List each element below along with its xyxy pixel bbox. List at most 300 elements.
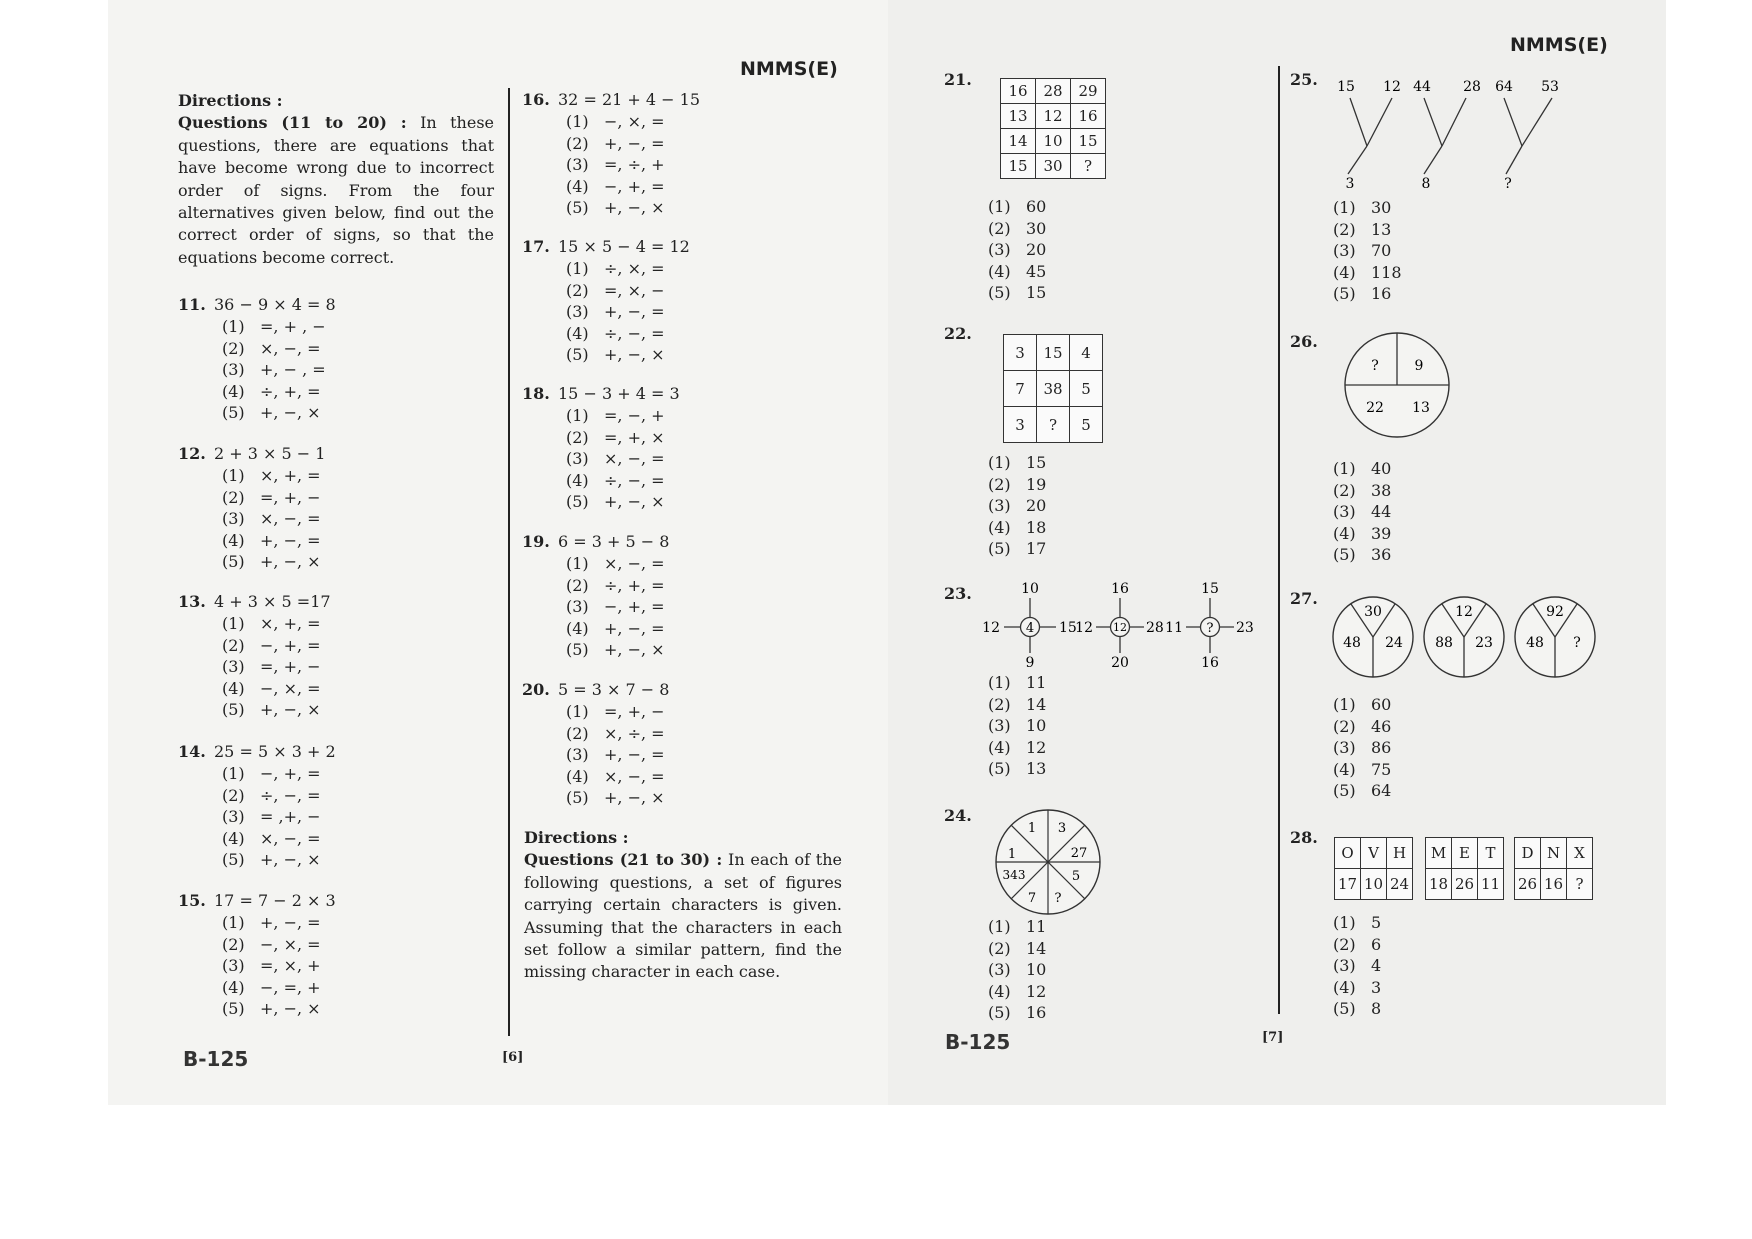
option-label: (4) [988, 517, 1011, 537]
option-text: 30 [1026, 218, 1047, 238]
answer-option[interactable] [222, 912, 336, 934]
page-number-right: [7] [1262, 1030, 1284, 1045]
answer-option[interactable] [222, 977, 336, 999]
answer-option[interactable] [222, 934, 336, 956]
directions-title: Directions : [178, 91, 283, 110]
directions-21-30 [524, 827, 842, 984]
answer-option[interactable] [566, 491, 680, 513]
option-text: ÷, ×, = [604, 259, 665, 278]
option-text: 11 [1026, 917, 1047, 936]
grid-cell: ? [1037, 407, 1070, 443]
answer-option[interactable] [222, 998, 336, 1020]
answer-option[interactable] [222, 381, 336, 403]
option-text: +, −, × [260, 850, 321, 870]
q23-f2-left: 12 [1075, 620, 1093, 636]
q23-f3-center: ? [1206, 621, 1214, 636]
option-text: −, +, = [260, 764, 321, 783]
option-label: (3) [222, 956, 245, 976]
option-label: (1) [566, 406, 589, 425]
q23-figure-3 [1165, 581, 1254, 671]
option-label: (1) [988, 673, 1011, 692]
q27-figure-1 [1333, 597, 1413, 677]
answer-option[interactable] [988, 261, 1046, 283]
option-label: (4) [566, 766, 589, 786]
option-text: +, −, × [260, 999, 321, 1019]
option-label: (3) [988, 960, 1011, 980]
option-text: =, +, − [604, 702, 665, 721]
option-text: 12 [1026, 737, 1047, 757]
question-number: 18. [522, 384, 550, 403]
answer-option[interactable] [566, 280, 690, 302]
question-17 [522, 236, 690, 366]
question-number: 24. [944, 806, 972, 825]
q25-f2-left: 44 [1413, 79, 1431, 95]
answer-option[interactable] [222, 763, 336, 785]
q28-letter-table-1 [1334, 837, 1413, 900]
answer-option[interactable] [222, 508, 325, 530]
answer-option[interactable] [566, 176, 700, 198]
option-label: (5) [222, 552, 245, 572]
grid-cell: 29 [1071, 79, 1106, 104]
option-text: +, −, × [604, 345, 665, 365]
question-stem [178, 443, 325, 465]
answer-option[interactable] [1333, 523, 1391, 545]
option-label: (1) [988, 453, 1011, 472]
option-label: (1) [222, 466, 245, 485]
answer-option[interactable] [222, 316, 336, 338]
question-number: 14. [178, 742, 206, 761]
option-text: =, ×, − [604, 280, 665, 300]
answer-option[interactable] [1333, 912, 1381, 934]
option-label: (4) [1333, 759, 1356, 779]
question-number: 19. [522, 532, 550, 551]
option-label: (5) [988, 539, 1011, 559]
grid-cell: 38 [1037, 371, 1070, 407]
letter-cell: E [1452, 838, 1478, 869]
option-text: −, ×, = [604, 112, 665, 131]
option-label: (2) [1333, 716, 1356, 736]
q26-options [1333, 458, 1391, 566]
question-number: 17. [522, 237, 550, 256]
option-text: 118 [1371, 262, 1402, 282]
page-header-left: NMMS(E) [740, 58, 838, 80]
q22-number-grid [1003, 334, 1103, 443]
page-header-right: NMMS(E) [1510, 34, 1608, 56]
number-cell: ? [1567, 869, 1593, 900]
question-number: 21. [944, 70, 972, 89]
option-label: (1) [566, 112, 589, 131]
q23-f3-right: 23 [1236, 620, 1254, 636]
q26-quadrant-circle [1342, 330, 1452, 440]
q25-figure-2 [1413, 79, 1481, 192]
grid-cell: 10 [1036, 129, 1071, 154]
option-text: ÷, −, = [604, 323, 665, 343]
answer-option[interactable] [566, 575, 669, 597]
answer-option[interactable] [566, 723, 669, 745]
q23-f2-top: 16 [1111, 581, 1129, 597]
option-text: = ,+, − [260, 807, 321, 827]
option-label: (4) [222, 381, 245, 401]
option-label: (2) [988, 694, 1011, 714]
answer-option[interactable] [566, 323, 690, 345]
option-text: 38 [1371, 480, 1392, 500]
option-label: (1) [222, 614, 245, 633]
option-text: 75 [1371, 759, 1392, 779]
answer-option[interactable] [988, 239, 1046, 261]
letter-cell: V [1361, 838, 1387, 869]
option-text: +, −, × [604, 198, 665, 218]
q23-f1-bottom: 9 [1025, 655, 1035, 671]
question-stem [522, 679, 669, 701]
answer-option[interactable] [222, 530, 325, 552]
answer-option[interactable] [566, 301, 690, 323]
answer-option[interactable] [1333, 998, 1381, 1020]
question-equation: 4 + 3 × 5 =17 [214, 592, 331, 611]
directions-lead-2: Questions (21 to 30) : [524, 850, 723, 870]
answer-option[interactable] [1333, 955, 1381, 977]
answer-option[interactable] [988, 938, 1046, 960]
answer-option[interactable] [222, 699, 331, 721]
answer-option[interactable] [566, 744, 669, 766]
option-label: (1) [222, 764, 245, 783]
footer-code-left: B-125 [183, 1047, 249, 1071]
question-number: 20. [522, 680, 550, 699]
answer-option[interactable] [566, 701, 669, 723]
number-cell: 24 [1387, 869, 1413, 900]
option-text: −, +, = [260, 635, 321, 655]
answer-option[interactable] [566, 596, 669, 618]
option-label: (1) [222, 317, 245, 336]
answer-option[interactable] [1333, 759, 1391, 781]
question-equation: 6 = 3 + 5 − 8 [558, 532, 670, 551]
answer-option[interactable] [1333, 501, 1391, 523]
answer-option[interactable] [988, 196, 1046, 218]
answer-option[interactable] [222, 402, 336, 424]
option-text: 14 [1026, 938, 1047, 958]
option-text: 45 [1026, 261, 1047, 281]
answer-option[interactable] [566, 133, 700, 155]
option-label: (3) [988, 240, 1011, 260]
option-label: (3) [566, 745, 589, 765]
answer-option[interactable] [1333, 716, 1391, 738]
grid-cell: 16 [1071, 104, 1106, 129]
question-equation: 2 + 3 × 5 − 1 [214, 444, 326, 463]
option-text: +, −, × [604, 788, 665, 808]
option-text: ÷, −, = [604, 470, 665, 490]
option-label: (5) [1333, 284, 1356, 304]
option-label: (2) [1333, 219, 1356, 239]
answer-option[interactable] [222, 359, 336, 381]
option-text: +, −, × [260, 403, 321, 423]
option-label: (1) [566, 702, 589, 721]
grid-cell: 3 [1004, 335, 1037, 371]
question-equation: 17 = 7 − 2 × 3 [214, 891, 336, 910]
answer-option[interactable] [988, 495, 1046, 517]
question-number: 12. [178, 444, 206, 463]
q26-top-left: ? [1371, 358, 1379, 374]
option-label: (2) [1333, 934, 1356, 954]
answer-option[interactable] [988, 672, 1046, 694]
answer-option[interactable] [988, 474, 1046, 496]
option-label: (1) [988, 917, 1011, 936]
option-label: (5) [222, 403, 245, 423]
question-19 [522, 531, 669, 661]
right-column-divider [1278, 66, 1280, 1014]
option-label: (4) [1333, 262, 1356, 282]
question-equation: 32 = 21 + 4 − 15 [558, 90, 700, 109]
answer-option[interactable] [988, 758, 1046, 780]
answer-option[interactable] [1333, 737, 1391, 759]
answer-option[interactable] [566, 448, 680, 470]
q21-options [988, 196, 1046, 304]
option-label: (5) [1333, 999, 1356, 1019]
q23-f3-top: 15 [1201, 581, 1219, 597]
answer-option[interactable] [1333, 197, 1402, 219]
answer-option[interactable] [988, 452, 1046, 474]
question-number: 26. [1290, 332, 1318, 351]
answer-option[interactable] [222, 806, 336, 828]
answer-option[interactable] [222, 828, 336, 850]
grid-cell: 15 [1037, 335, 1070, 371]
option-label: (1) [1333, 913, 1356, 932]
question-equation: 5 = 3 × 7 − 8 [558, 680, 670, 699]
q27-f1-top: 30 [1364, 604, 1382, 620]
question-18 [522, 383, 680, 513]
answer-option[interactable] [1333, 240, 1402, 262]
q23-f2-center: 12 [1113, 621, 1127, 634]
option-label: (2) [1333, 480, 1356, 500]
answer-option[interactable] [988, 715, 1046, 737]
q25-y-figures [1326, 72, 1576, 192]
left-column-divider [508, 88, 510, 1036]
q27-f2-top: 12 [1455, 604, 1473, 620]
question-11 [178, 294, 336, 424]
option-label: (3) [566, 597, 589, 617]
option-text: 44 [1371, 502, 1392, 522]
option-text: =, +, − [260, 657, 321, 677]
answer-option[interactable] [1333, 694, 1391, 716]
answer-option[interactable] [222, 785, 336, 807]
q25-f2-right: 28 [1463, 79, 1481, 95]
option-label: (2) [566, 575, 589, 595]
option-text: ×, −, = [260, 509, 321, 529]
answer-option[interactable] [1333, 262, 1402, 284]
answer-option[interactable] [222, 338, 336, 360]
question-number: 27. [1290, 589, 1318, 608]
q25-figure-3 [1495, 79, 1559, 192]
answer-option[interactable] [566, 766, 669, 788]
answer-option[interactable] [566, 787, 669, 809]
option-label: (4) [988, 737, 1011, 757]
answer-option[interactable] [988, 694, 1046, 716]
option-label: (5) [566, 640, 589, 660]
answer-option[interactable] [1333, 480, 1391, 502]
answer-option[interactable] [1333, 283, 1402, 305]
option-text: −, =, + [260, 977, 321, 997]
question-equation: 15 − 3 + 4 = 3 [558, 384, 680, 403]
q24-sector-3: 5 [1071, 869, 1081, 884]
answer-option[interactable] [1333, 934, 1381, 956]
number-cell: 11 [1478, 869, 1504, 900]
grid-cell: 12 [1036, 104, 1071, 129]
option-label: (1) [1333, 198, 1356, 217]
grid-cell: 30 [1036, 154, 1071, 179]
answer-option[interactable] [988, 737, 1046, 759]
answer-option[interactable] [222, 656, 331, 678]
q27-f2-right: 23 [1475, 635, 1493, 651]
answer-option[interactable] [566, 258, 690, 280]
answer-option[interactable] [222, 465, 325, 487]
question-12 [178, 443, 325, 573]
answer-option[interactable] [988, 1002, 1046, 1024]
q23-figure-1 [982, 581, 1077, 671]
answer-option[interactable] [988, 916, 1046, 938]
answer-option[interactable] [222, 613, 331, 635]
question-number: 28. [1290, 828, 1318, 847]
answer-option[interactable] [1333, 780, 1391, 802]
q25-figure-1 [1337, 79, 1401, 192]
option-text: +, −, = [604, 302, 665, 322]
answer-option[interactable] [566, 197, 700, 219]
option-label: (5) [1333, 545, 1356, 565]
option-label: (5) [988, 759, 1011, 779]
option-label: (2) [988, 218, 1011, 238]
grid-cell: 4 [1070, 335, 1103, 371]
grid-cell: 3 [1004, 407, 1037, 443]
option-text: +, −, × [260, 552, 321, 572]
answer-option[interactable] [566, 154, 700, 176]
option-label: (2) [222, 934, 245, 954]
q23-f1-right: 15 [1059, 620, 1077, 636]
grid-cell: 14 [1001, 129, 1036, 154]
q23-f1-top: 10 [1021, 581, 1039, 597]
option-label: (5) [988, 1003, 1011, 1023]
option-label: (3) [988, 716, 1011, 736]
answer-option[interactable] [566, 111, 700, 133]
answer-option[interactable] [1333, 458, 1391, 480]
option-text: −, +, = [604, 176, 665, 196]
q26-bottom-right: 13 [1412, 400, 1430, 416]
grid-cell: 7 [1004, 371, 1037, 407]
option-text: ×, ÷, = [604, 723, 665, 743]
answer-option[interactable] [566, 405, 680, 427]
answer-option[interactable] [566, 553, 669, 575]
answer-option[interactable] [222, 678, 331, 700]
option-label: (2) [988, 938, 1011, 958]
answer-option[interactable] [1333, 977, 1381, 999]
option-text: ×, +, = [260, 614, 321, 633]
q28-letter-table-2 [1425, 837, 1504, 900]
answer-option[interactable] [222, 955, 336, 977]
option-label: (2) [222, 785, 245, 805]
answer-option[interactable] [222, 487, 325, 509]
option-label: (3) [1333, 738, 1356, 758]
option-label: (4) [1333, 977, 1356, 997]
answer-option[interactable] [566, 470, 680, 492]
question-14 [178, 741, 336, 871]
option-text: 40 [1371, 459, 1392, 478]
option-label: (3) [1333, 241, 1356, 261]
option-label: (5) [566, 788, 589, 808]
q28-options [1333, 912, 1381, 1020]
answer-option[interactable] [988, 218, 1046, 240]
option-text: =, +, × [604, 427, 665, 447]
option-text: =, + , − [260, 317, 326, 336]
question-stem [522, 383, 680, 405]
answer-option[interactable] [988, 517, 1046, 539]
answer-option[interactable] [222, 551, 325, 573]
directions-text: In these questions, there are equations that have become wrong due to incorrect order of signs. From the four alternatives given below, find out the correct order of signs, so that the equations become correct. [178, 113, 495, 267]
option-text: ×, −, = [260, 828, 321, 848]
q23-f1-left: 12 [982, 620, 1000, 636]
option-label: (5) [1333, 781, 1356, 801]
question-stem [522, 531, 669, 553]
answer-option[interactable] [566, 344, 690, 366]
option-text: +, −, = [604, 745, 665, 765]
answer-option[interactable] [1333, 544, 1391, 566]
question-equation: 25 = 5 × 3 + 2 [214, 742, 336, 761]
q21-number-grid [1000, 78, 1106, 179]
answer-option[interactable] [1333, 219, 1402, 241]
answer-option[interactable] [222, 849, 336, 871]
letter-cell: T [1478, 838, 1504, 869]
answer-option[interactable] [988, 959, 1046, 981]
option-text: 13 [1026, 759, 1047, 779]
option-text: 60 [1026, 197, 1047, 216]
answer-option[interactable] [566, 639, 669, 661]
option-label: (2) [566, 280, 589, 300]
option-text: 20 [1026, 240, 1047, 260]
option-label: (1) [566, 554, 589, 573]
q24-sector-2: 27 [1070, 846, 1088, 861]
option-text: ×, −, = [604, 766, 665, 786]
option-label: (4) [988, 981, 1011, 1001]
q27-options [1333, 694, 1391, 802]
option-text: 4 [1371, 956, 1382, 976]
q27-figure-3 [1515, 597, 1595, 677]
option-text: =, −, + [604, 406, 665, 425]
option-text: +, −, = [604, 133, 665, 153]
option-text: 14 [1026, 694, 1047, 714]
answer-option[interactable] [988, 538, 1046, 560]
answer-option[interactable] [988, 981, 1046, 1003]
option-label: (2) [988, 474, 1011, 494]
letter-cell: M [1426, 838, 1452, 869]
letter-cell: D [1515, 838, 1541, 869]
q27-f3-left: 48 [1526, 635, 1544, 651]
option-text: ÷, −, = [260, 785, 321, 805]
option-label: (2) [566, 427, 589, 447]
answer-option[interactable] [988, 282, 1046, 304]
number-cell: 26 [1452, 869, 1478, 900]
q25-f1-left: 15 [1337, 79, 1355, 95]
q23-options [988, 672, 1046, 780]
option-text: +, −, × [260, 700, 321, 720]
question-stem [522, 236, 690, 258]
option-label: (2) [222, 338, 245, 358]
answer-option[interactable] [222, 635, 331, 657]
option-text: 5 [1371, 913, 1382, 932]
option-text: +, − , = [260, 360, 326, 380]
option-text: 15 [1026, 283, 1047, 303]
option-label: (3) [222, 509, 245, 529]
q27-f3-right: ? [1573, 635, 1581, 651]
option-label: (2) [222, 635, 245, 655]
answer-option[interactable] [566, 618, 669, 640]
q24-sector-6: 343 [1002, 868, 1026, 882]
answer-option[interactable] [566, 427, 680, 449]
option-label: (3) [222, 807, 245, 827]
